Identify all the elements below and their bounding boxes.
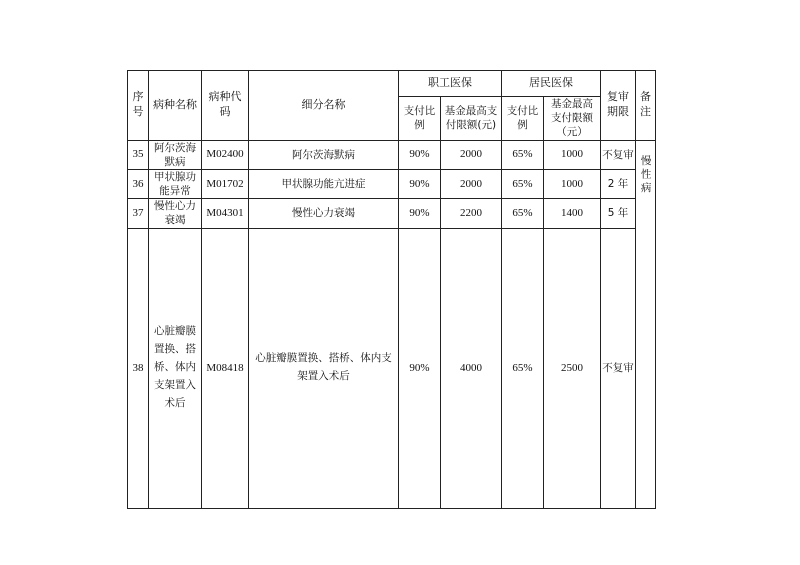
row-disease-code: M04301 <box>202 199 249 228</box>
header-resident-fund-limit: 基金最高支付限额（元） <box>544 97 601 141</box>
header-resident-insurance: 居民医保 <box>502 71 601 97</box>
table-row <box>128 140 656 169</box>
header-subcategory: 细分名称 <box>249 71 399 141</box>
row-resident-limit: 2500 <box>544 228 601 508</box>
row-review-period: 不复审 <box>601 140 636 169</box>
insurance-table <box>127 70 656 509</box>
header-disease-name: 病种名称 <box>149 71 202 141</box>
row-seq: 36 <box>128 169 149 198</box>
row-review-period: 5 年 <box>601 199 636 228</box>
row-resident-ratio: 65% <box>502 140 544 169</box>
row-employee-ratio: 90% <box>399 199 441 228</box>
header-employee-pay-ratio: 支付比例 <box>399 97 441 141</box>
row-employee-limit: 2000 <box>441 140 502 169</box>
row-resident-ratio: 65% <box>502 228 544 508</box>
header-resident-pay-ratio: 支付比例 <box>502 97 544 141</box>
row-disease-name: 甲状腺功能异常 <box>149 169 202 198</box>
row-disease-name: 心脏瓣膜置换、搭桥、体内支架置入术后 <box>149 228 202 508</box>
header-employee-insurance: 职工医保 <box>399 71 502 97</box>
row-resident-ratio: 65% <box>502 199 544 228</box>
header-remarks: 备注 <box>636 71 656 141</box>
remark-cell <box>636 140 656 508</box>
row-subcategory: 慢性心力衰竭 <box>249 199 399 228</box>
row-seq: 38 <box>128 228 149 508</box>
row-employee-limit: 2000 <box>441 169 502 198</box>
table-row <box>128 228 656 508</box>
row-employee-limit: 4000 <box>441 228 502 508</box>
row-disease-code: M08418 <box>202 228 249 508</box>
header-disease-code: 病种代码 <box>202 71 249 141</box>
row-disease-name: 慢性心力衰竭 <box>149 199 202 228</box>
row-seq: 37 <box>128 199 149 228</box>
table-row <box>128 169 656 198</box>
header-seq: 序号 <box>128 71 149 141</box>
header-employee-fund-limit: 基金最高支付限额(元) <box>441 97 502 141</box>
row-employee-ratio: 90% <box>399 140 441 169</box>
row-resident-limit: 1000 <box>544 140 601 169</box>
row-disease-name: 阿尔茨海默病 <box>149 140 202 169</box>
remark-text: 慢性病 <box>639 154 652 196</box>
header-review-period: 复审期限 <box>601 71 636 141</box>
row-seq: 35 <box>128 140 149 169</box>
row-resident-ratio: 65% <box>502 169 544 198</box>
row-review-period: 2 年 <box>601 169 636 198</box>
table-row <box>128 199 656 228</box>
row-review-period: 不复审 <box>601 228 636 508</box>
row-employee-ratio: 90% <box>399 169 441 198</box>
row-subcategory: 甲状腺功能亢进症 <box>249 169 399 198</box>
row-employee-limit: 2200 <box>441 199 502 228</box>
row-employee-ratio: 90% <box>399 228 441 508</box>
row-subcategory: 阿尔茨海默病 <box>249 140 399 169</box>
row-resident-limit: 1400 <box>544 199 601 228</box>
row-resident-limit: 1000 <box>544 169 601 198</box>
row-subcategory: 心脏瓣膜置换、搭桥、体内支架置入术后 <box>249 228 399 508</box>
row-disease-code: M02400 <box>202 140 249 169</box>
row-disease-code: M01702 <box>202 169 249 198</box>
